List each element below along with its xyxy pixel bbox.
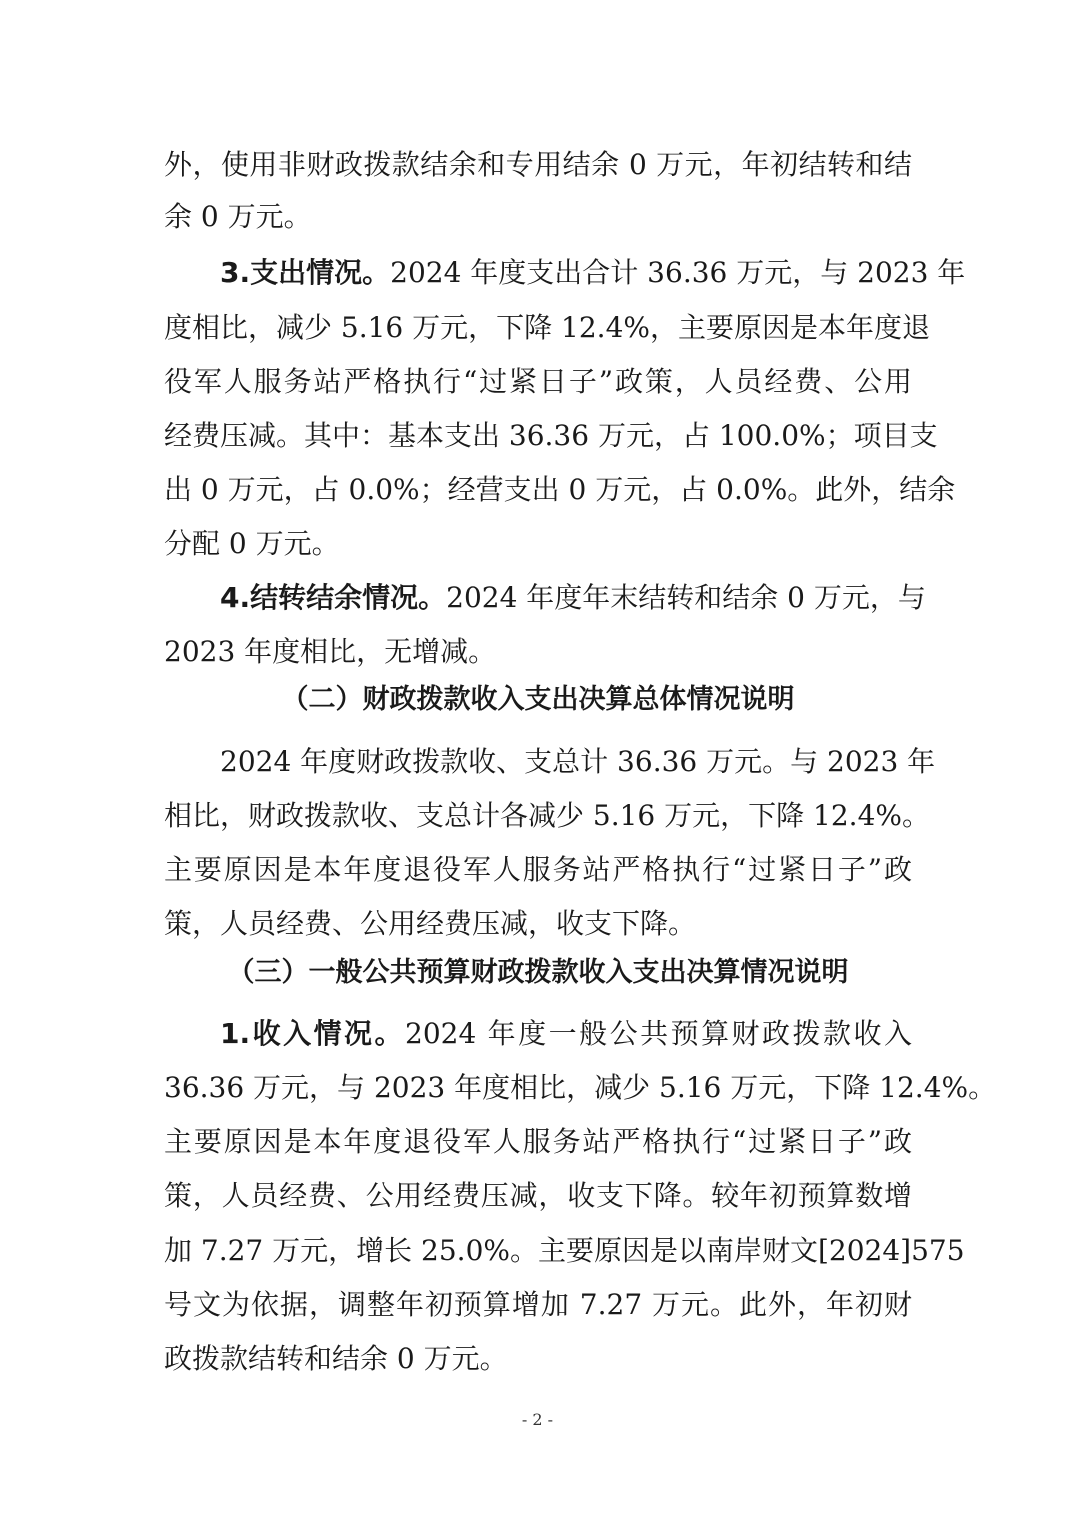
paragraph-text: 2024 年度年末结转和结余 0 万元，与 bbox=[446, 581, 926, 614]
paragraph-line: 36.36 万元，与 2023 年度相比，减少 5.16 万元，下降 12.4%。 bbox=[164, 1071, 997, 1104]
section-label-carryover: 4.结转结余情况。 bbox=[220, 581, 447, 614]
section-heading-3: （三）一般公共预算财政拨款收入支出决算情况说明 bbox=[227, 957, 849, 988]
paragraph-line: 余 0 万元。 bbox=[164, 200, 312, 233]
paragraph-line: 政拨款结转和结余 0 万元。 bbox=[164, 1342, 508, 1375]
paragraph-line: 外，使用非财政拨款结余和专用结余 0 万元，年初结转和结 bbox=[164, 148, 912, 181]
paragraph-line: 策，人员经费、公用经费压减，收支下降。 bbox=[164, 907, 697, 940]
paragraph-line: 2024 年度财政拨款收、支总计 36.36 万元。与 2023 年 bbox=[220, 745, 936, 778]
section-heading-2: （二）财政拨款收入支出决算总体情况说明 bbox=[281, 684, 795, 715]
paragraph-line: 度相比，减少 5.16 万元，下降 12.4%，主要原因是本年度退 bbox=[164, 311, 930, 344]
paragraph-line: 分配 0 万元。 bbox=[164, 527, 340, 560]
paragraph-text: 2024 年度一般公共预算财政拨款收入 bbox=[405, 1017, 912, 1050]
paragraph-carryover-start bbox=[220, 569, 926, 627]
paragraph-line: 出 0 万元，占 0.0%；经营支出 0 万元，占 0.0%。此外，结余 bbox=[164, 473, 956, 506]
paragraph-text: 2024 年度支出合计 36.36 万元，与 2023 年 bbox=[390, 256, 966, 289]
paragraph-line: 主要原因是本年度退役军人服务站严格执行“过紧日子”政 bbox=[164, 1125, 912, 1158]
paragraph-line: 相比，财政拨款收、支总计各减少 5.16 万元，下降 12.4%。 bbox=[164, 799, 930, 832]
paragraph-line: 策，人员经费、公用经费压减，收支下降。较年初预算数增 bbox=[164, 1179, 912, 1212]
paragraph-line: 号文为依据，调整年初预算增加 7.27 万元。此外，年初财 bbox=[164, 1288, 912, 1321]
page-number: - 2 - bbox=[521, 1410, 554, 1429]
paragraph-line: 2023 年度相比，无增减。 bbox=[164, 635, 497, 668]
paragraph-line: 经费压减。其中：基本支出 36.36 万元，占 100.0%；项目支 bbox=[164, 419, 938, 452]
section-label-expenditure: 3.支出情况。 bbox=[220, 256, 391, 289]
section-label-income: 1.收入情况。 bbox=[220, 1017, 406, 1050]
paragraph-line: 加 7.27 万元，增长 25.0%。主要原因是以南岸财文[2024]575 bbox=[164, 1234, 965, 1267]
paragraph-expenditure-start bbox=[220, 244, 966, 302]
paragraph-line: 役军人服务站严格执行“过紧日子”政策，人员经费、公用 bbox=[164, 365, 912, 398]
paragraph-line: 主要原因是本年度退役军人服务站严格执行“过紧日子”政 bbox=[164, 853, 912, 886]
paragraph-income-start bbox=[220, 1005, 912, 1063]
